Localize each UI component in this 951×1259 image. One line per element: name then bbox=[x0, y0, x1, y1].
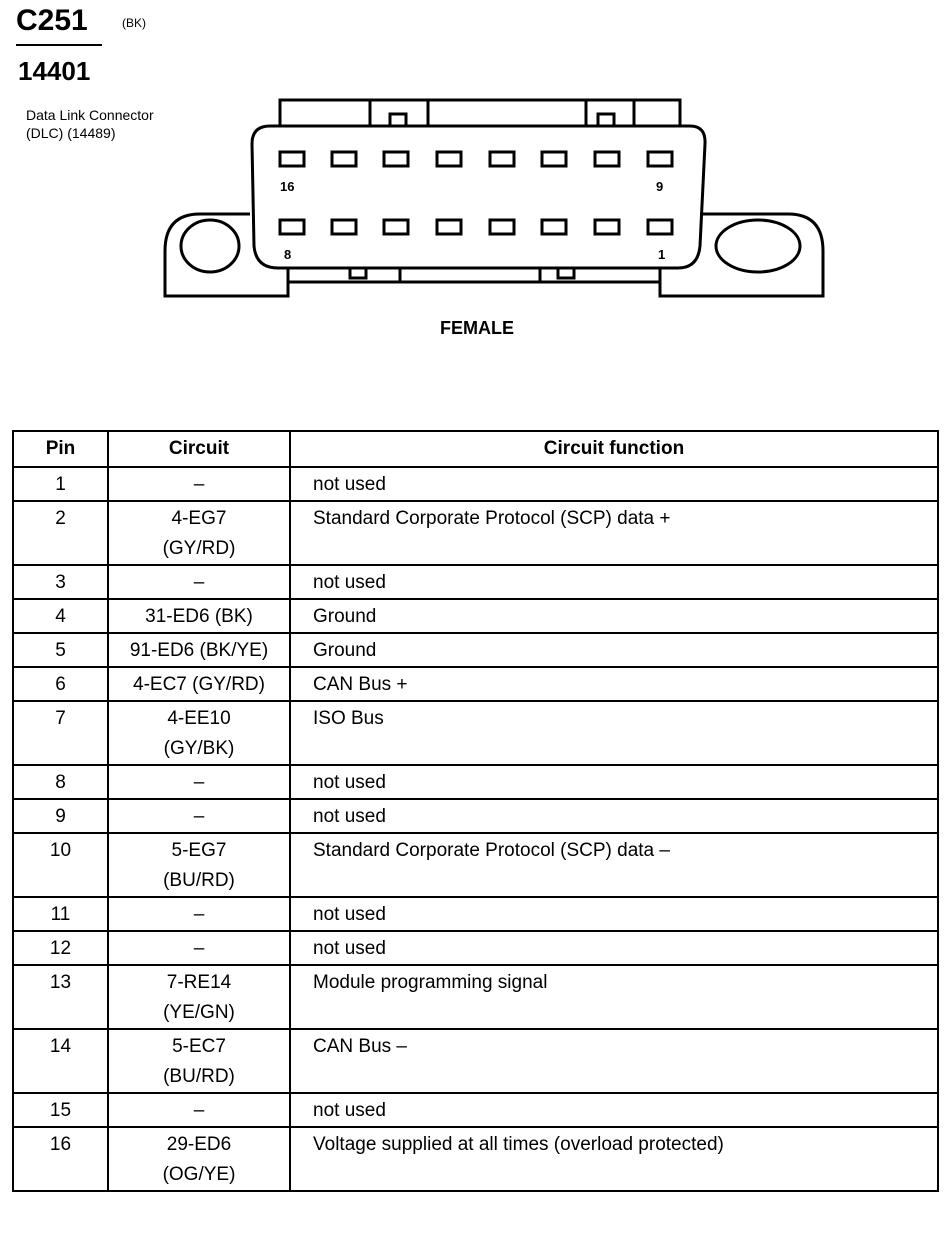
circuit-function: not used bbox=[290, 765, 938, 799]
circuit-cell bbox=[108, 897, 290, 931]
pin-table-header-row bbox=[13, 431, 938, 467]
circuit-cell bbox=[108, 1029, 290, 1093]
table-row bbox=[13, 931, 938, 965]
pin-table bbox=[12, 430, 939, 1192]
circuit-line: 5-EC7 bbox=[172, 1036, 226, 1057]
circuit-line: – bbox=[193, 572, 205, 593]
pin-number: 5 bbox=[13, 633, 108, 667]
header-circuit-function: Circuit function bbox=[290, 431, 938, 467]
connector-top-key-strip bbox=[280, 100, 680, 126]
circuit-cell bbox=[108, 701, 290, 765]
pin-number: 1 bbox=[13, 467, 108, 501]
left-mounting-hole bbox=[181, 220, 239, 272]
circuit-function: not used bbox=[290, 897, 938, 931]
pin-number: 6 bbox=[13, 667, 108, 701]
circuit-cell bbox=[108, 1127, 290, 1191]
circuit-cell bbox=[108, 467, 290, 501]
header-pin: Pin bbox=[13, 431, 108, 467]
pin-number: 14 bbox=[13, 1029, 108, 1093]
circuit-line: 5-EG7 bbox=[171, 840, 227, 861]
circuit-cell bbox=[108, 667, 290, 701]
circuit-cell bbox=[108, 799, 290, 833]
table-row bbox=[13, 1127, 938, 1191]
pin-socket-1 bbox=[648, 220, 672, 234]
connector-description bbox=[26, 106, 154, 142]
pin-number: 3 bbox=[13, 565, 108, 599]
pin-label-9: 9 bbox=[656, 179, 664, 194]
circuit-function: CAN Bus + bbox=[290, 667, 938, 701]
table-row bbox=[13, 565, 938, 599]
connector-color-code: (BK) bbox=[122, 16, 146, 30]
circuit-function: not used bbox=[290, 467, 938, 501]
header-circuit: Circuit bbox=[108, 431, 290, 467]
circuit-line: (BU/RD) bbox=[163, 870, 235, 891]
circuit-cell bbox=[108, 599, 290, 633]
table-row bbox=[13, 667, 938, 701]
pin-socket-14 bbox=[384, 152, 408, 166]
connector-id: C251 bbox=[16, 4, 88, 37]
description-line-1: Data Link Connector bbox=[26, 107, 154, 123]
circuit-line: 4-EC7 (GY/RD) bbox=[133, 674, 265, 695]
pin-socket-5 bbox=[437, 220, 461, 234]
pin-number: 13 bbox=[13, 965, 108, 1029]
circuit-cell bbox=[108, 565, 290, 599]
circuit-line: – bbox=[193, 1100, 205, 1121]
table-row bbox=[13, 633, 938, 667]
table-row bbox=[13, 799, 938, 833]
pin-socket-7 bbox=[332, 220, 356, 234]
circuit-line: (BU/RD) bbox=[163, 1066, 235, 1087]
circuit-function: Standard Corporate Protocol (SCP) data + bbox=[290, 501, 938, 565]
circuit-function: Ground bbox=[290, 599, 938, 633]
pin-row-bottom bbox=[280, 220, 672, 234]
circuit-line: 4-EE10 bbox=[167, 708, 231, 729]
table-row bbox=[13, 965, 938, 1029]
circuit-line: (GY/RD) bbox=[162, 538, 236, 559]
pin-number: 8 bbox=[13, 765, 108, 799]
circuit-line: – bbox=[193, 772, 205, 793]
pin-number: 7 bbox=[13, 701, 108, 765]
circuit-cell bbox=[108, 633, 290, 667]
pin-socket-8 bbox=[280, 220, 304, 234]
pin-label-1: 1 bbox=[658, 247, 666, 262]
circuit-function: Voltage supplied at all times (overload protected) bbox=[290, 1127, 938, 1191]
pin-number: 11 bbox=[13, 897, 108, 931]
circuit-cell bbox=[108, 501, 290, 565]
pin-socket-9 bbox=[648, 152, 672, 166]
pin-socket-3 bbox=[542, 220, 566, 234]
circuit-function: not used bbox=[290, 799, 938, 833]
circuit-line: 31-ED6 (BK) bbox=[145, 606, 253, 627]
circuit-line: (GY/BK) bbox=[163, 738, 235, 759]
table-row bbox=[13, 501, 938, 565]
pin-number: 12 bbox=[13, 931, 108, 965]
pin-row-top bbox=[280, 152, 672, 166]
pin-number: 4 bbox=[13, 599, 108, 633]
pin-socket-10 bbox=[595, 152, 619, 166]
table-row bbox=[13, 765, 938, 799]
pin-label-16: 16 bbox=[280, 179, 295, 194]
pin-socket-11 bbox=[542, 152, 566, 166]
circuit-line: – bbox=[193, 904, 205, 925]
circuit-line: – bbox=[193, 938, 205, 959]
circuit-function: not used bbox=[290, 565, 938, 599]
circuit-cell bbox=[108, 965, 290, 1029]
table-row bbox=[13, 467, 938, 501]
pin-socket-13 bbox=[437, 152, 461, 166]
description-line-2: (DLC) (14489) bbox=[26, 125, 116, 141]
circuit-function: not used bbox=[290, 931, 938, 965]
pin-number: 15 bbox=[13, 1093, 108, 1127]
right-mounting-hole bbox=[716, 220, 800, 272]
pin-label-8: 8 bbox=[284, 247, 292, 262]
circuit-line: 29-ED6 bbox=[166, 1134, 232, 1155]
circuit-cell bbox=[108, 1093, 290, 1127]
circuit-cell bbox=[108, 765, 290, 799]
connector-body bbox=[252, 126, 705, 268]
pin-number: 10 bbox=[13, 833, 108, 897]
connector-id-underline bbox=[16, 44, 102, 46]
dlc-connector-diagram bbox=[160, 96, 830, 306]
circuit-cell bbox=[108, 833, 290, 897]
connector-gender: FEMALE bbox=[440, 318, 514, 338]
table-row bbox=[13, 1029, 938, 1093]
circuit-function: Module programming signal bbox=[290, 965, 938, 1029]
circuit-line: 91-ED6 (BK/YE) bbox=[129, 640, 269, 661]
pin-number: 2 bbox=[13, 501, 108, 565]
circuit-line: – bbox=[193, 474, 205, 495]
circuit-function: CAN Bus – bbox=[290, 1029, 938, 1093]
table-row bbox=[13, 599, 938, 633]
circuit-line: (OG/YE) bbox=[162, 1164, 236, 1185]
circuit-function: Ground bbox=[290, 633, 938, 667]
circuit-line: 4-EG7 bbox=[171, 508, 227, 529]
table-row bbox=[13, 1093, 938, 1127]
pin-number: 9 bbox=[13, 799, 108, 833]
pin-socket-12 bbox=[490, 152, 514, 166]
table-row bbox=[13, 701, 938, 765]
circuit-line: (YE/GN) bbox=[163, 1002, 235, 1023]
table-row bbox=[13, 897, 938, 931]
pin-socket-2 bbox=[595, 220, 619, 234]
circuit-cell bbox=[108, 931, 290, 965]
pin-socket-6 bbox=[384, 220, 408, 234]
part-number: 14401 bbox=[18, 56, 91, 86]
table-row bbox=[13, 833, 938, 897]
pin-socket-4 bbox=[490, 220, 514, 234]
circuit-function: Standard Corporate Protocol (SCP) data – bbox=[290, 833, 938, 897]
circuit-function: ISO Bus bbox=[290, 701, 938, 765]
pin-socket-16 bbox=[280, 152, 304, 166]
pin-number: 16 bbox=[13, 1127, 108, 1191]
circuit-line: – bbox=[193, 806, 205, 827]
pin-socket-15 bbox=[332, 152, 356, 166]
circuit-function: not used bbox=[290, 1093, 938, 1127]
circuit-line: 7-RE14 bbox=[166, 972, 232, 993]
